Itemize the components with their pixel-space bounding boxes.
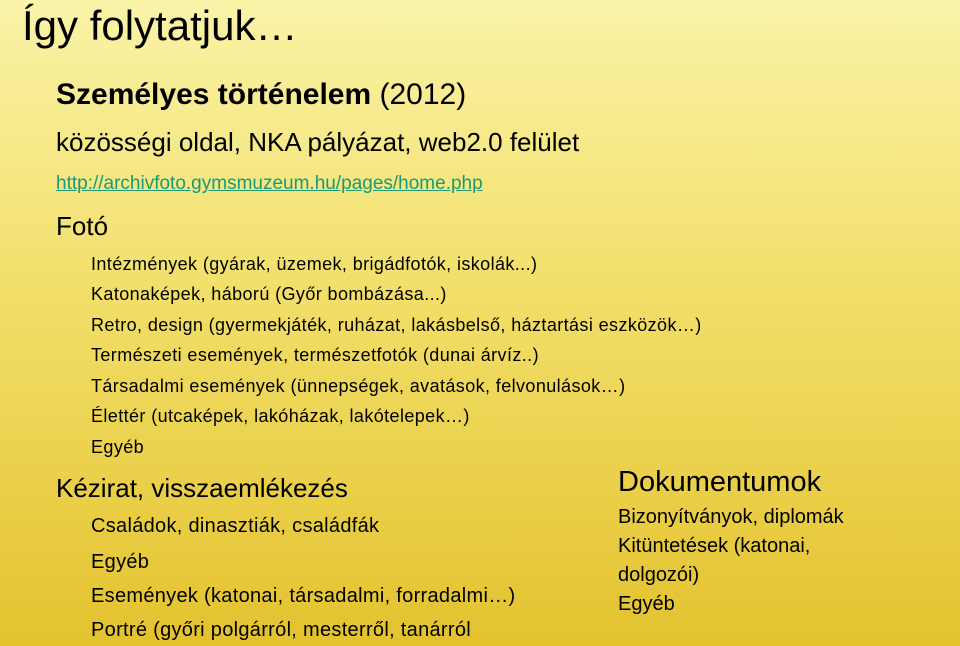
foto-item: Egyéb: [91, 437, 145, 457]
slide-title: Így folytatjuk…: [22, 2, 298, 49]
kezirat-item: Egyéb: [91, 551, 150, 573]
heading-bold: Személyes történelem: [56, 78, 372, 111]
dokumentumok-item: dolgozói): [618, 564, 700, 586]
dokumentumok-item: Kitüntetések (katonai,: [618, 535, 811, 557]
foto-item: Élettér (utcaképek, lakóházak, lakótelepek…): [91, 406, 470, 426]
foto-item: Intézmények (gyárak, üzemek, brigádfotók, iskolák...): [91, 254, 538, 274]
dokumentumok-section-title: Dokumentumok: [618, 466, 822, 498]
heading: [56, 76, 466, 114]
heading-year: (2012): [371, 78, 467, 111]
foto-item: Természeti események, természetfotók (dunai árvíz..): [91, 345, 539, 365]
foto-item: Retro, design (gyermekjáték, ruházat, lakásbelső, háztartási eszközök…): [91, 315, 702, 335]
foto-section-title: Fotó: [56, 211, 109, 241]
dokumentumok-item: Egyéb: [618, 593, 675, 615]
foto-item: Katonaképek, háború (Győr bombázása...): [91, 284, 447, 304]
kezirat-section-title: Kézirat, visszaemlékezés: [56, 473, 348, 503]
foto-item: Társadalmi események (ünnepségek, avatások, felvonulások…): [91, 376, 626, 396]
kezirat-item: Események (katonai, társadalmi, forradalmi…): [91, 585, 516, 607]
kezirat-item: Portré (győri polgárról, mesterről, tanárról: [91, 619, 471, 641]
subtitle: közösségi oldal, NKA pályázat, web2.0 felület: [56, 127, 580, 157]
dokumentumok-item: Bizonyítványok, diplomák: [618, 506, 844, 528]
kezirat-item: Családok, dinasztiák, családfák: [91, 515, 380, 537]
archive-link[interactable]: http://archivfoto.gymsmuzeum.hu/pages/home.php: [56, 173, 483, 194]
